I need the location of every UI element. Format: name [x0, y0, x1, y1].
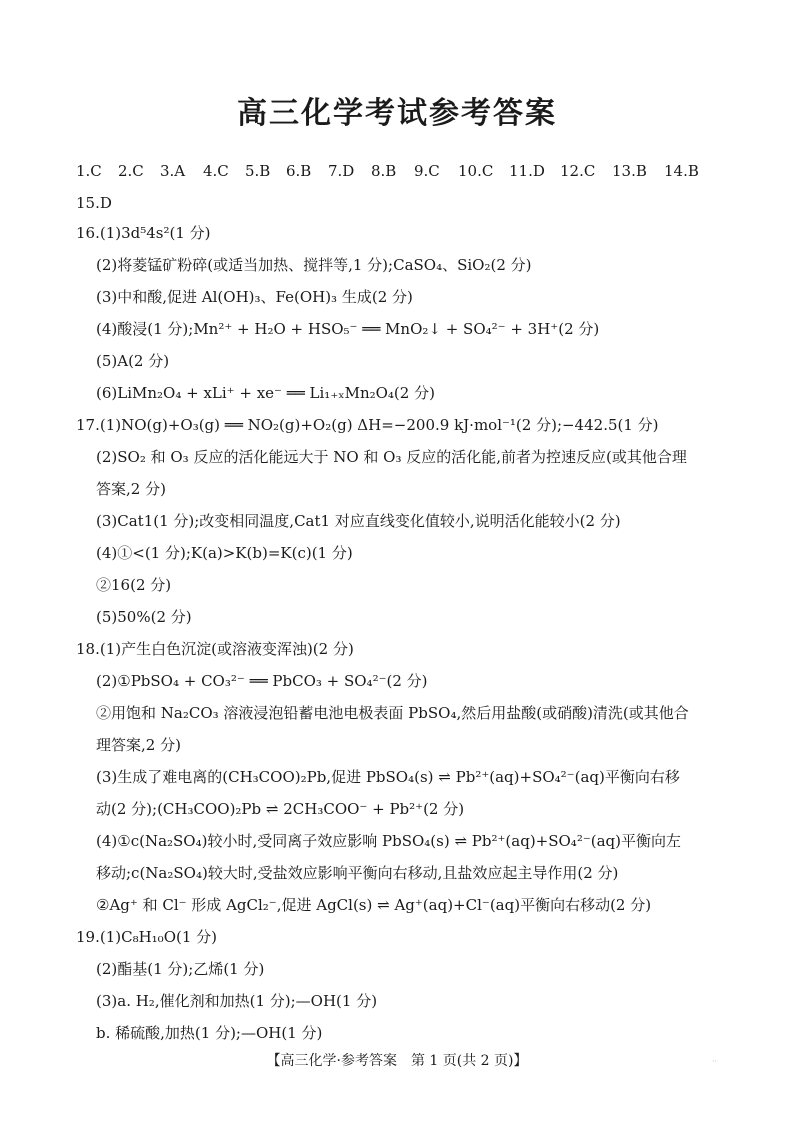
answer-line-l18-5: (3)生成了难电离的(CH₃COO)₂Pb,促进 PbSO₄(s) ⇌ Pb²⁺(aq)+SO₄²⁻(aq)平衡向右移	[96, 768, 680, 786]
mc-answer-8: 8.B	[371, 162, 397, 180]
answer-line-l18-1: 18.(1)产生白色沉淀(或溶液变浑浊)(2 分)	[76, 640, 354, 658]
mc-answer-5: 5.B	[245, 162, 271, 180]
answer-line-l18-9: ②Ag⁺ 和 Cl⁻ 形成 AgCl₂⁻,促进 AgCl(s) ⇌ Ag⁺(aq)+Cl⁻(aq)平衡向右移动(2 分)	[96, 896, 652, 914]
answer-line-l19-3: (3)a. H₂,催化剂和加热(1 分);—OH(1 分)	[96, 992, 378, 1010]
answer-line-l18-2: (2)①PbSO₄ + CO₃²⁻ ══ PbCO₃ + SO₄²⁻(2 分)	[96, 672, 428, 690]
page-footer: 【高三化学·参考答案 第 1 页(共 2 页)】	[266, 1053, 528, 1069]
mc-answer-2: 2.C	[118, 162, 144, 180]
answer-line-l16-1: 16.(1)3d⁵4s²(1 分)	[76, 224, 211, 242]
mc-answer-3: 3.A	[160, 162, 186, 180]
answer-line-l17-5: (4)①<(1 分);K(a)>K(b)=K(c)(1 分)	[96, 544, 353, 562]
answer-line-l19-1: 19.(1)C₈H₁₀O(1 分)	[76, 928, 218, 946]
answer-line-l17-6: ②16(2 分)	[96, 576, 172, 594]
answer-line-l16-6: (6)LiMn₂O₄ + xLi⁺ + xe⁻ ══ Li₁₊ₓMn₂O₄(2 分)	[96, 384, 435, 402]
mc-answer-10: 10.C	[458, 162, 494, 180]
mc-answer-9: 9.C	[414, 162, 440, 180]
answer-line-l18-7: (4)①c(Na₂SO₄)较小时,受同离子效应影响 PbSO₄(s) ⇌ Pb²⁺(aq)+SO₄²⁻(aq)平衡向左	[96, 832, 682, 850]
mc-answer-1: 1.C	[76, 162, 102, 180]
answer-line-l18-8: 移动;c(Na₂SO₄)较大时,受盐效应影响平衡向右移动,且盐效应起主导作用(2 分)	[96, 864, 619, 882]
answer-line-l16-5: (5)A(2 分)	[96, 352, 170, 370]
corner-mark: ··	[712, 1057, 718, 1066]
mc-answer-15: 15.D	[76, 194, 112, 212]
answer-line-l18-6: 动(2 分);(CH₃COO)₂Pb ⇌ 2CH₃COO⁻ + Pb²⁺(2 分)	[96, 800, 465, 818]
mc-answer-4: 4.C	[203, 162, 229, 180]
answer-line-l17-1: 17.(1)NO(g)+O₃(g) ══ NO₂(g)+O₂(g) ΔH=−200.9 kJ·mol⁻¹(2 分);−442.5(1 分)	[76, 416, 659, 434]
mc-answer-13: 13.B	[612, 162, 647, 180]
multiple-choice-answers	[76, 160, 716, 182]
answer-line-l16-3: (3)中和酸,促进 Al(OH)₃、Fe(OH)₃ 生成(2 分)	[96, 288, 413, 306]
answer-line-l19-4: b. 稀硫酸,加热(1 分);—OH(1 分)	[96, 1024, 323, 1042]
answer-line-l16-4: (4)酸浸(1 分);Mn²⁺ + H₂O + HSO₅⁻ ══ MnO₂↓ + SO₄²⁻ + 3H⁺(2 分)	[96, 320, 600, 338]
mc-answer-14: 14.B	[664, 162, 699, 180]
page-title: 高三化学考试参考答案	[237, 96, 557, 131]
answer-line-l17-7: (5)50%(2 分)	[96, 608, 192, 626]
answer-line-l17-3: 答案,2 分)	[96, 480, 166, 498]
answer-line-l19-2: (2)酯基(1 分);乙烯(1 分)	[96, 960, 265, 978]
answer-line-l18-3: ②用饱和 Na₂CO₃ 溶液浸泡铅蓄电池电极表面 PbSO₄,然后用盐酸(或硝酸)清洗(或其他合	[96, 704, 689, 722]
mc-answer-12: 12.C	[560, 162, 596, 180]
answer-line-l17-4: (3)Cat1(1 分);改变相同温度,Cat1 对应直线变化值较小,说明活化能较小(2 分)	[96, 512, 621, 530]
mc-answer-6: 6.B	[286, 162, 312, 180]
answer-line-l17-2: (2)SO₂ 和 O₃ 反应的活化能远大于 NO 和 O₃ 反应的活化能,前者为控速反应(或其他合理	[96, 448, 687, 466]
answer-line-l16-2: (2)将菱锰矿粉碎(或适当加热、搅拌等,1 分);CaSO₄、SiO₂(2 分)	[96, 256, 532, 274]
mc-answer-7: 7.D	[328, 162, 355, 180]
mc-answer-11: 11.D	[509, 162, 545, 180]
answer-line-l18-4: 理答案,2 分)	[96, 736, 181, 754]
